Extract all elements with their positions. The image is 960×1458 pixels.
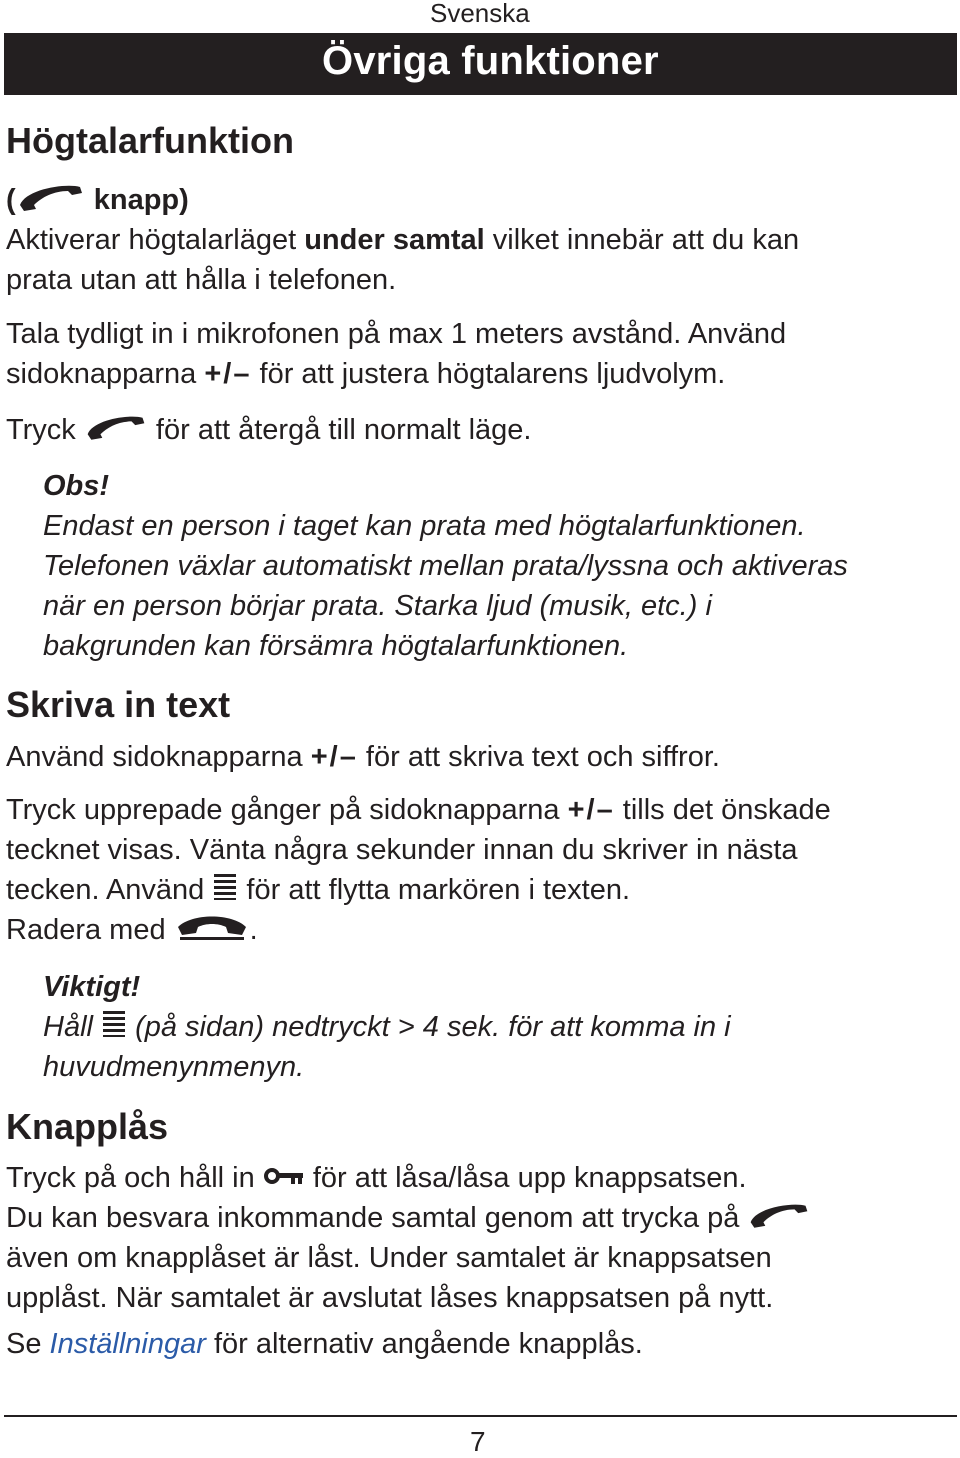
speaker-key-line [6, 180, 189, 222]
speaker-para-3 [6, 410, 532, 452]
note-line-4: bakgrunden kan försämra högtalarfunktionen. [43, 630, 629, 662]
plus-minus-keys: +/– [567, 794, 615, 826]
keylock-line-3: även om knapplåset är låst. Under samtalet är knappsatsen [6, 1242, 772, 1274]
note-title: Obs! [43, 470, 110, 502]
menu-lines-icon [101, 1008, 127, 1049]
text-span: för att skriva text och siffror. [357, 741, 720, 773]
phone-handset-icon [16, 181, 86, 222]
text-para-1 [6, 737, 720, 777]
speaker-para-2-line-1: Tala tydligt in i mikrofonen på max 1 meters avstånd. Använd [6, 318, 787, 350]
settings-link[interactable]: Inställningar [49, 1328, 206, 1360]
text-span: tecken. Använd [6, 874, 213, 906]
text-span: Tryck på och håll in [6, 1162, 263, 1194]
note-line-2: Telefonen växlar automatiskt mellan prata/lyssna och aktiveras [43, 550, 848, 582]
keylock-line-2 [6, 1198, 811, 1240]
bold-text: under samtal [304, 224, 485, 256]
speaker-para-1-line-1 [6, 220, 799, 260]
phone-hangup-icon [174, 911, 250, 952]
page-number: 7 [470, 1426, 486, 1457]
text-span: för att justera högtalarens ljudvolym. [251, 358, 726, 390]
text-span: Tryck [6, 414, 84, 446]
plus-minus-keys: +/– [310, 741, 358, 773]
important-line-1 [43, 1007, 731, 1049]
phone-handset-icon [747, 1199, 811, 1240]
footer-divider [4, 1415, 957, 1417]
key-icon [263, 1159, 305, 1199]
key-word: knapp) [93, 184, 189, 216]
speaker-para-1-line-2: prata utan att hålla i telefonen. [6, 264, 397, 296]
open-paren: ( [6, 184, 16, 216]
text-para-2-line-2: tecknet visas. Vänta några sekunder innan du skriver in nästa [6, 834, 798, 866]
text-span: sidoknapparna [6, 358, 205, 390]
keylock-line-5 [6, 1324, 643, 1364]
keylock-line-4: upplåst. När samtalet är avslutat låses knappsatsen på nytt. [6, 1282, 774, 1314]
text-span: för att flytta markören i texten. [238, 874, 631, 906]
text-span: tills det önskade [614, 794, 831, 826]
text-entry-heading: Skriva in text [6, 684, 231, 725]
text-span: vilket innebär att du kan [484, 224, 800, 256]
note-line-1: Endast en person i taget kan prata med högtalarfunktionen. [43, 510, 806, 542]
speaker-heading: Högtalarfunktion [6, 120, 294, 161]
plus-minus-keys: +/– [204, 358, 252, 390]
text-para-2-line-1 [6, 790, 831, 830]
text-span: för att låsa/låsa upp knappsatsen. [304, 1162, 747, 1194]
text-span: Aktiverar högtalarläget [6, 224, 305, 256]
text-span: . [249, 914, 258, 946]
text-span: Tryck upprepade gånger på sidoknapparna [6, 794, 568, 826]
menu-lines-icon [212, 871, 238, 912]
text-para-2-line-3 [6, 870, 630, 912]
text-span: (på sidan) nedtryckt > 4 sek. för att komma in i [127, 1011, 731, 1043]
page-title: Övriga funktioner [322, 39, 659, 83]
important-title: Viktigt! [43, 971, 141, 1003]
speaker-para-2-line-2 [6, 354, 725, 394]
note-line-3: när en person börjar prata. Starka ljud (musik, etc.) i [43, 590, 712, 622]
title-banner [4, 33, 957, 95]
keylock-heading: Knapplås [6, 1106, 169, 1147]
text-span: för att återgå till normalt läge. [147, 414, 532, 446]
text-span: Använd sidoknapparna [6, 741, 311, 773]
phone-handset-icon [84, 411, 148, 452]
text-span: Radera med [6, 914, 174, 946]
language-label: Svenska [430, 0, 530, 28]
important-line-2: huvudmenynmenyn. [43, 1051, 305, 1083]
text-para-2-line-4 [6, 910, 258, 952]
text-span: för alternativ angående knapplås. [205, 1328, 643, 1360]
text-span: Du kan besvara inkommande samtal genom att trycka på [6, 1202, 740, 1234]
keylock-line-1 [6, 1158, 747, 1199]
text-span: Håll [43, 1011, 102, 1043]
text-span: Se [6, 1328, 50, 1360]
